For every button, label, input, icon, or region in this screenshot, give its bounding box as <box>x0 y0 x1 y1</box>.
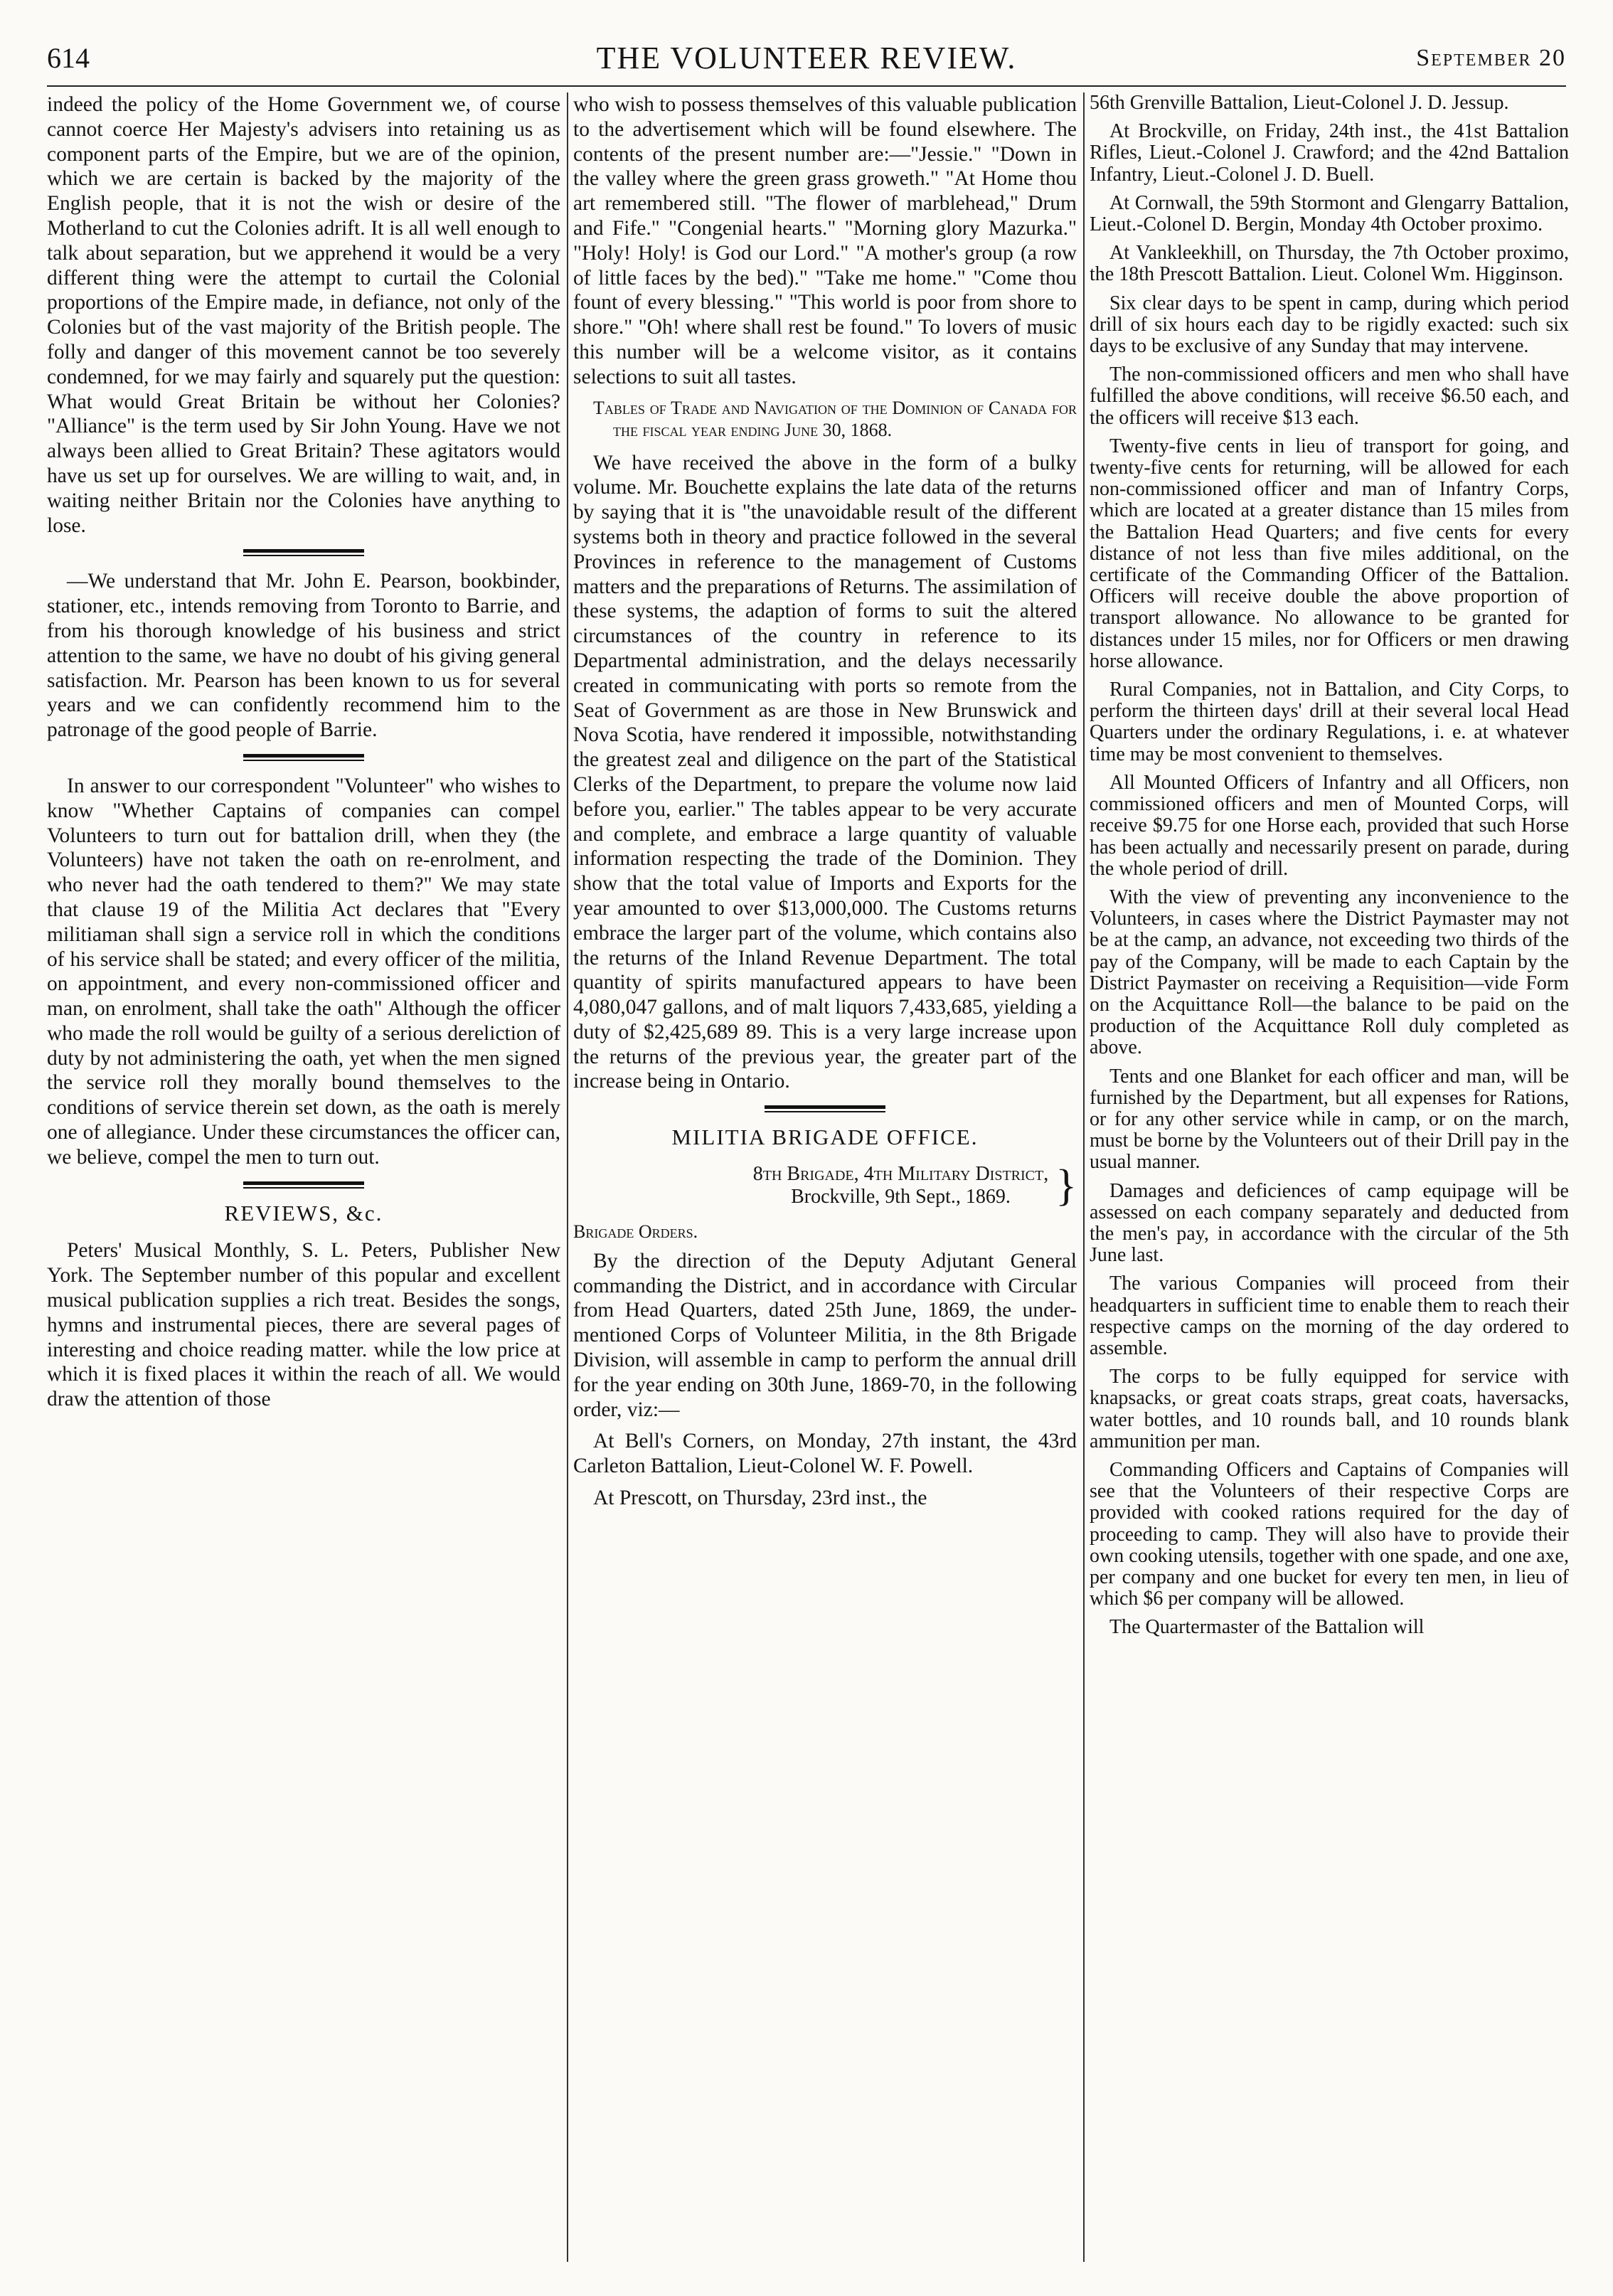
section-divider <box>243 549 364 556</box>
brace-glyph: } <box>1055 1162 1077 1211</box>
article-paragraph: Peters' Musical Monthly, S. L. Peters, Publisher New York. The September number of this popular and excellent musical publication supplies a rich treat. Besides the songs, hymns and instrumental pieces, there are several pages of interesting and choice reading matter. while the low price at which it is fixed places it within the reach of all. We would draw the attention of those <box>47 1239 560 1411</box>
article-paragraph: By the direction of the Deputy Adjutant General commanding the District, and in accordance with Circular from Head Quarters, dated 25th June, 1869, the under-mentioned Corps of Volunteer Militia, in the 8th Brigade Division, will assemble in camp to perform the annual drill for the year ending on 30th June, 1869-70, in the following order, viz:— <box>573 1249 1077 1421</box>
article-paragraph: Tents and one Blanket for each officer and man, will be furnished by the Department, but all expenses for Rations, or for any other service while in camp, or on the march, must be borne by the Volunteers out of their Drill pay in the usual manner. <box>1090 1065 1569 1174</box>
column-left <box>47 92 560 1419</box>
article-paragraph: At Bell's Corners, on Monday, 27th instant, the 43rd Carleton Battalion, Lieut-Colonel W. F. Powell. <box>573 1430 1077 1478</box>
column-divider <box>1083 92 1085 2262</box>
issue-date: September 20 <box>1416 45 1566 71</box>
article-paragraph: In answer to our correspondent "Volunteer" who wishes to know "Whether Captains of companies can compel Volunteers to turn out for battalion drill, when they (the Volunteers) have not taken the oath on re-enrolment, and who never had the oath tendered to them?" We may state that clause 19 of the Militia Act declares that "Every militiaman shall sign a service roll in which the conditions of his service shall be stated; and every officer of the militia, on appointment, and every non-commissioned officer and man, on enrolment, shall take the oath" Although the officer who made the roll would be guilty of a serious dereliction of duty by not administering the oath, yet when the men signed the service roll they morally bound themselves to the conditions of service therein set down, as the oath is merely one of allegiance. Under these circumstances the officer can, we believe, compel the men to turn out. <box>47 774 560 1169</box>
dateline-line: Brockville, 9th Sept., 1869. <box>791 1186 1011 1208</box>
section-divider <box>765 1105 885 1112</box>
page-header <box>47 36 1566 81</box>
column-divider <box>567 92 568 2262</box>
article-paragraph: The Quartermaster of the Battalion will <box>1109 1616 1425 1639</box>
article-paragraph: We have received the above in the form of a bulky volume. Mr. Bouchette explains the late data of the returns by saying that it is "the unavoidable result of the different systems both in theory and practice followed in the several Provinces in reference to the management of Customs matters and the preparations of Returns. The assimilation of these systems, the adaption of forms to suit the altered circumstances of the country in reference to its Departmental administration, and the delays necessarily created in communicating with ports so remote from the Seat of Government as are those in New Brunswick and Nova Scotia, have rendered it impossible, notwithstanding the greatest zeal and diligence on the part of the Statistical Clerks of the Department, to prepare the volume now laid before you, earlier." The tables appear to be very accurate and complete, and embrace a large quantity of valuable information respecting the trade of the Dominion. They show that the total value of Imports and Exports for the year amounted to over $13,000,000. The Customs returns embrace the larger part of the volume, which contains also the returns of the Inland Revenue Department. The total quantity of spirits manufactured appears to have been 4,080,047 gallons, and of malt liquors 7,433,685, yielding a duty of $2,425,689 89. This is a very large increase upon the returns of the previous year, the greater part of the increase being in Ontario. <box>573 451 1077 1093</box>
article-paragraph: The corps to be fully equipped for service with knapsacks, or great coats straps, great coats, haversacks, water bottles, and 10 rounds ball, and 10 rounds blank ammunition per man. <box>1090 1366 1569 1452</box>
article-paragraph: Commanding Officers and Captains of Companies will see that the Volunteers of their respective Corps are provided with cooked rations required for the day of proceeding to camp. They will also have to provide their own cooking utensils, together with one spade, and one axe, per company and one bucket for every ten men, in lieu of which $6 per company will be allowed. <box>1090 1458 1569 1610</box>
dateline-line: 8th Brigade, 4th Military District, <box>752 1163 1049 1186</box>
article-paragraph: The non-commissioned officers and men who shall have fulfilled the above conditions, will receive $6.50 each, and the officers will receive $13 each. <box>1090 363 1569 429</box>
column-middle <box>573 92 1077 1518</box>
section-divider <box>243 1181 364 1189</box>
article-paragraph: All Mounted Officers of Infantry and all Officers, non commissioned officers and men of Mounted Corps, will receive $9.75 for one Horse each, provided that such Horse has been actually and necessarily present on parade, during the whole period of drill. <box>1090 771 1569 880</box>
article-paragraph: Rural Companies, not in Battalion, and City Corps, to perform the thirteen days' drill at their several local Head Quarters under the ordinary Regulations, i. e. at whatever time may be most convenient to themselves. <box>1090 679 1569 765</box>
section-divider <box>243 754 364 761</box>
dateline <box>573 1162 1077 1211</box>
article-paragraph: who wish to possess themselves of this valuable publication to the advertisement which will be found elsewhere. The contents of the present number are:—"Jessie." "Down in the valley where the green grass groweth." "At Home thou art remembered still. "The flower of marblehead," Drum and Fife." "Congenial hearts." "Morning glory Mazurka." "Holy! Holy! is God our Lord." "A mother's group (a row of little faces by the bed)." "Take me home." "Come thou fount of every blessing." "This world is poor from shore to shore." "Oh! where shall rest be found." To lovers of music this number will be a welcome visitor, as it contains selections to suit all tastes. <box>573 93 1077 388</box>
column-right <box>1090 92 1569 1646</box>
orders-label: Brigade Orders. <box>573 1221 698 1243</box>
section-heading: REVIEWS, &c. <box>224 1200 383 1226</box>
section-heading: MILITIA BRIGADE OFFICE. <box>671 1125 979 1150</box>
article-paragraph: —We understand that Mr. John E. Pearson, bookbinder, stationer, etc., intends removing from Toronto to Barrie, and from his thorough knowledge of his business and strict attention to the same, we have no doubt of his giving general satisfaction. Mr. Pearson has been known to us for several years and we can confidently recommend him to the patronage of the good people of Barrie. <box>47 570 560 742</box>
article-paragraph: With the view of preventing any inconvenience to the Volunteers, in cases where the District Paymaster may not be at the camp, an advance, not exceeding two thirds of the pay of the Company, will be made to each Captain by the District Paymaster on receiving a Requisition—vide Form on the Acquittance Roll—the balance to be paid on the production of the Acquittance Roll duly completed as above. <box>1090 886 1569 1059</box>
header-rule <box>47 85 1566 87</box>
page-number: 614 <box>47 42 90 74</box>
review-subheading: Tables of Trade and Navigation of the Dominion of Canada for the fiscal year ending June 30, 1868. <box>593 397 1077 440</box>
article-paragraph: Six clear days to be spent in camp, during which period drill of six hours each day to be rigidly exacted: such six days to be exclusive of any Sunday that may intervene. <box>1090 292 1569 358</box>
publication-title: THE VOLUNTEER REVIEW. <box>596 41 1017 75</box>
article-paragraph: The various Companies will proceed from their headquarters in sufficient time to enable them to reach their respective camps on the morning of the day ordered to assemble. <box>1090 1272 1569 1359</box>
article-paragraph: Twenty-five cents in lieu of transport for going, and twenty-five cents for returning, will be allowed for each non-commissioned officer and man of Infantry Corps, which are located at a greater distance than 15 miles from the Battalion Head Quarters; and five cents for every distance of not less than five miles additional, on the certificate of the Commanding Officer of the Battalion. Officers will receive double the above proportion of transport allowance. No allowance to be granted for distances under 15 miles, nor for Officers or men drawing horse allowance. <box>1090 435 1569 672</box>
article-paragraph: indeed the policy of the Home Government we, of course cannot coerce Her Majesty's advisers into retaining us as component parts of the Empire, but we are of the opinion, which we are certain is backed by the majority of the English people, that it is not the wish or desire of the Motherland to cut the Colonies adrift. It is all well enough to talk about separation, but we apprehend it would be a very different thing were the attempt to curtail the Colonial proportions of the Empire made, in defiance, not only of the Colonies but of the vast majority of the British people. The folly and danger of this movement cannot be too severely condemned, for we may fairly and squarely put the question: What would Great Britain be without her Colonies? "Alliance" is the term used by Sir John Young. Have we not always been allied to Great Britain? These agitators would have us set up for ourselves. We are willing to wait, and, in waiting neither Britain nor the Colonies have anything to lose. <box>47 93 560 537</box>
article-paragraph: 56th Grenville Battalion, Lieut-Colonel J. D. Jessup. <box>1090 92 1509 114</box>
article-paragraph: Damages and deficiences of camp equipage will be assessed on each company separately and deducted from the men's pay, in accordance with the circular of the 5th June last. <box>1090 1179 1569 1267</box>
article-paragraph: At Cornwall, the 59th Stormont and Glengarry Battalion, Lieut.-Colonel D. Bergin, Monday 4th October proximo. <box>1090 191 1569 236</box>
article-paragraph: At Brockville, on Friday, 24th inst., the 41st Battalion Rifles, Lieut.-Colonel J. Crawford; and the 42nd Battalion Infantry, Lieut.-Colonel J. D. Buell. <box>1090 120 1569 186</box>
article-paragraph: At Vankleekhill, on Thursday, the 7th October proximo, the 18th Prescott Battalion. Lieut. Colonel Wm. Higginson. <box>1090 242 1569 286</box>
article-paragraph: At Prescott, on Thursday, 23rd inst., the <box>593 1487 927 1510</box>
